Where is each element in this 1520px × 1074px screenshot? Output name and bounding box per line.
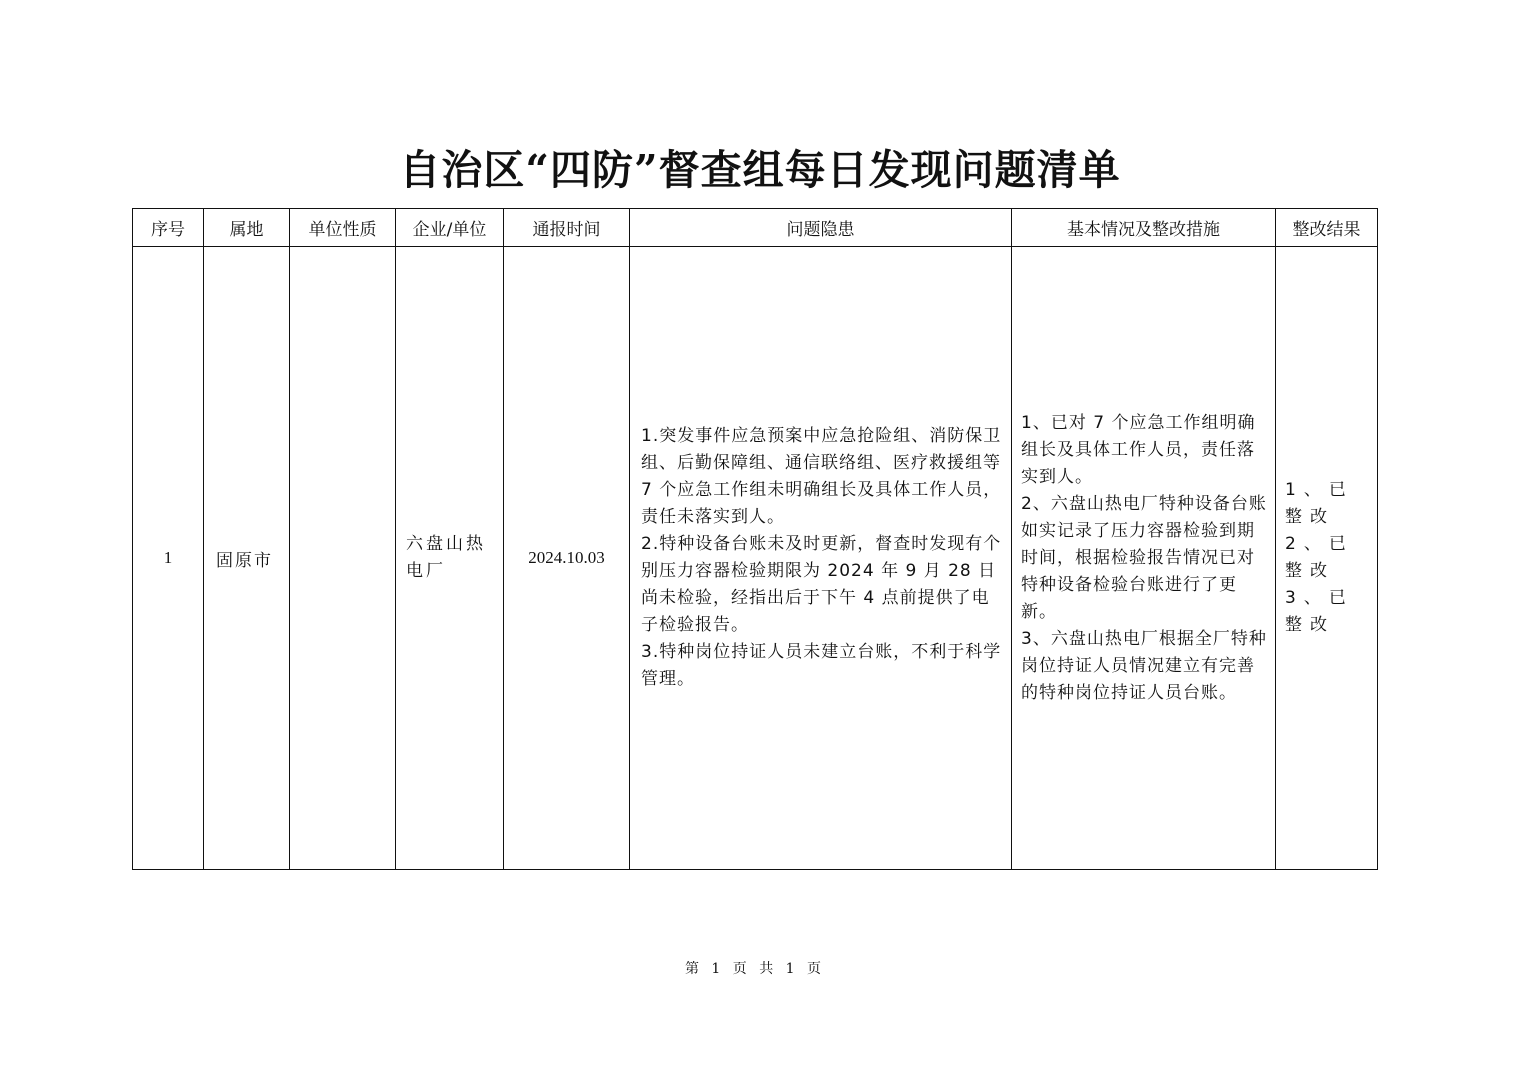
cell-seq: 1 <box>133 247 204 870</box>
page-footer: 第 1 页 共 1 页 <box>684 961 826 977</box>
header-region: 属地 <box>204 209 290 247</box>
cell-problem: 1.突发事件应急预案中应急抢险组、消防保卫组、后勤保障组、通信联络组、医疗救援组等 7 个应急工作组未明确组长及具体工作人员，责任未落实到人。 2.特种设备台账未及时更新，督查时发现有个别压力容器检验期限为 2024 年 9 月 28 日尚未检验，经指出后于下午 4 点前提供了电子检验报告。 3.特种岗位持证人员未建立台账，不利于科学管理。 <box>630 247 1012 870</box>
page-title: 自治区“四防”督查组每日发现问题清单 <box>399 146 1121 194</box>
issue-table <box>132 208 1378 870</box>
header-problem: 问题隐患 <box>630 209 1012 247</box>
cell-report-date: 2024.10.03 <box>504 247 630 870</box>
header-report-date: 通报时间 <box>504 209 630 247</box>
header-result: 整改结果 <box>1276 209 1378 247</box>
cell-region: 固原市 <box>204 247 290 870</box>
cell-result: 1、已整改 2、已整改 3、已整改 <box>1276 247 1378 870</box>
table-header-row <box>133 209 1378 247</box>
header-measures: 基本情况及整改措施 <box>1012 209 1276 247</box>
header-unit-type: 单位性质 <box>290 209 396 247</box>
cell-measures: 1、已对 7 个应急工作组明确组长及具体工作人员，责任落实到人。 2、六盘山热电厂特种设备台账如实记录了压力容器检验到期时间，根据检验报告情况已对特种设备检验台账进行了更新。 3、六盘山热电厂根据全厂特种岗位持证人员情况建立有完善的特种岗位持证人员台账。 <box>1012 247 1276 870</box>
cell-company: 六盘山热电厂 <box>396 247 504 870</box>
header-company: 企业/单位 <box>396 209 504 247</box>
header-seq: 序号 <box>133 209 204 247</box>
table-row <box>133 247 1378 870</box>
cell-unit-type <box>290 247 396 870</box>
